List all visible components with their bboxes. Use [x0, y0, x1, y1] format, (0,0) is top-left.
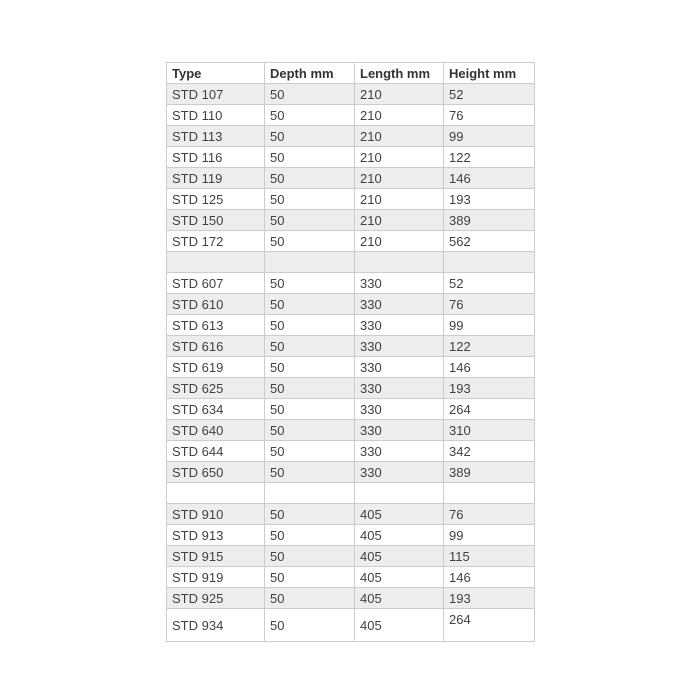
table-cell: 50 [265, 315, 355, 336]
table-cell: 193 [444, 189, 535, 210]
table-cell: STD 116 [167, 147, 265, 168]
table-cell: STD 113 [167, 126, 265, 147]
table-row [167, 441, 535, 462]
table-cell: 50 [265, 210, 355, 231]
table-cell: 330 [355, 378, 444, 399]
table-row [167, 462, 535, 483]
table-cell: 52 [444, 84, 535, 105]
table-cell: STD 125 [167, 189, 265, 210]
table-cell: 330 [355, 441, 444, 462]
table-cell: 342 [444, 441, 535, 462]
table-cell: 405 [355, 588, 444, 609]
table-cell: 50 [265, 420, 355, 441]
table-cell: 562 [444, 231, 535, 252]
table-cell: 50 [265, 567, 355, 588]
table-cell: STD 119 [167, 168, 265, 189]
table-cell: 264 [444, 399, 535, 420]
table-cell: 330 [355, 357, 444, 378]
product-spec-table [166, 62, 535, 642]
spacer-cell [265, 483, 355, 504]
table-cell: STD 107 [167, 84, 265, 105]
table-cell: STD 607 [167, 273, 265, 294]
table-row [167, 105, 535, 126]
table-cell: STD 150 [167, 210, 265, 231]
table-cell: 99 [444, 126, 535, 147]
table-cell: 146 [444, 357, 535, 378]
table-row [167, 609, 535, 642]
table-cell: 193 [444, 378, 535, 399]
table-cell: 50 [265, 231, 355, 252]
table-cell: 310 [444, 420, 535, 441]
table-cell: 122 [444, 147, 535, 168]
table-cell: 122 [444, 336, 535, 357]
table-row [167, 525, 535, 546]
table-row [167, 357, 535, 378]
table-row [167, 378, 535, 399]
table-cell: 210 [355, 147, 444, 168]
spec-table-container [166, 62, 535, 642]
table-row [167, 168, 535, 189]
table-cell: 99 [444, 315, 535, 336]
table-cell: STD 650 [167, 462, 265, 483]
spacer-cell [355, 252, 444, 273]
spacer-row [167, 252, 535, 273]
table-cell: 405 [355, 525, 444, 546]
spacer-cell [167, 252, 265, 273]
table-cell: 76 [444, 294, 535, 315]
table-cell: 405 [355, 567, 444, 588]
table-cell: 50 [265, 399, 355, 420]
table-row [167, 399, 535, 420]
table-cell: 50 [265, 609, 355, 642]
table-row [167, 588, 535, 609]
table-cell: STD 172 [167, 231, 265, 252]
table-cell: 146 [444, 168, 535, 189]
header-row [167, 63, 535, 84]
table-cell: STD 910 [167, 504, 265, 525]
table-cell: 210 [355, 168, 444, 189]
spacer-cell [167, 483, 265, 504]
table-cell: 50 [265, 273, 355, 294]
table-cell: 50 [265, 294, 355, 315]
table-cell: 50 [265, 105, 355, 126]
table-cell: 210 [355, 189, 444, 210]
table-cell: STD 915 [167, 546, 265, 567]
table-cell: 50 [265, 504, 355, 525]
table-cell: 330 [355, 294, 444, 315]
table-cell: 50 [265, 378, 355, 399]
table-row [167, 273, 535, 294]
table-cell: 50 [265, 189, 355, 210]
table-cell: 389 [444, 210, 535, 231]
table-row [167, 189, 535, 210]
table-cell: 50 [265, 357, 355, 378]
table-row [167, 504, 535, 525]
table-row [167, 567, 535, 588]
column-header-height-mm: Height mm [444, 63, 535, 84]
table-cell: STD 919 [167, 567, 265, 588]
table-cell: 76 [444, 105, 535, 126]
table-cell: 52 [444, 273, 535, 294]
table-cell: 50 [265, 336, 355, 357]
table-cell: STD 640 [167, 420, 265, 441]
table-row [167, 231, 535, 252]
table-row [167, 336, 535, 357]
table-row [167, 210, 535, 231]
table-cell: 330 [355, 462, 444, 483]
table-row [167, 294, 535, 315]
table-cell: 405 [355, 546, 444, 567]
table-cell: 210 [355, 105, 444, 126]
table-cell: 330 [355, 399, 444, 420]
column-header-depth-mm: Depth mm [265, 63, 355, 84]
table-row [167, 84, 535, 105]
table-cell: 50 [265, 126, 355, 147]
table-row [167, 147, 535, 168]
table-cell: 50 [265, 462, 355, 483]
table-row [167, 315, 535, 336]
column-header-length-mm: Length mm [355, 63, 444, 84]
table-cell: STD 644 [167, 441, 265, 462]
table-cell: 330 [355, 315, 444, 336]
table-cell: STD 610 [167, 294, 265, 315]
table-cell: 50 [265, 168, 355, 189]
table-cell: 50 [265, 147, 355, 168]
table-cell: STD 616 [167, 336, 265, 357]
table-row [167, 420, 535, 441]
table-cell: 389 [444, 462, 535, 483]
table-row [167, 546, 535, 567]
spacer-cell [444, 252, 535, 273]
table-cell: 50 [265, 84, 355, 105]
table-cell: 50 [265, 525, 355, 546]
table-cell: 99 [444, 525, 535, 546]
table-cell: STD 110 [167, 105, 265, 126]
table-cell: STD 619 [167, 357, 265, 378]
table-cell: 330 [355, 273, 444, 294]
table-cell: 50 [265, 546, 355, 567]
table-header [167, 63, 535, 84]
table-cell: STD 913 [167, 525, 265, 546]
table-cell: 405 [355, 504, 444, 525]
table-cell: STD 934 [167, 609, 265, 642]
column-header-type: Type [167, 63, 265, 84]
table-cell: 264 [444, 609, 535, 642]
table-cell: 146 [444, 567, 535, 588]
table-row [167, 126, 535, 147]
table-cell: STD 634 [167, 399, 265, 420]
table-cell: 115 [444, 546, 535, 567]
table-cell: 210 [355, 210, 444, 231]
spacer-cell [355, 483, 444, 504]
table-cell: 76 [444, 504, 535, 525]
table-cell: 193 [444, 588, 535, 609]
table-cell: 210 [355, 126, 444, 147]
table-cell: STD 925 [167, 588, 265, 609]
table-cell: 330 [355, 336, 444, 357]
table-cell: 210 [355, 231, 444, 252]
table-cell: STD 613 [167, 315, 265, 336]
spacer-cell [444, 483, 535, 504]
table-cell: 330 [355, 420, 444, 441]
table-body [167, 84, 535, 642]
table-cell: 210 [355, 84, 444, 105]
spacer-cell [265, 252, 355, 273]
table-cell: 50 [265, 588, 355, 609]
table-cell: 405 [355, 609, 444, 642]
table-cell: STD 625 [167, 378, 265, 399]
table-cell: 50 [265, 441, 355, 462]
spacer-row [167, 483, 535, 504]
